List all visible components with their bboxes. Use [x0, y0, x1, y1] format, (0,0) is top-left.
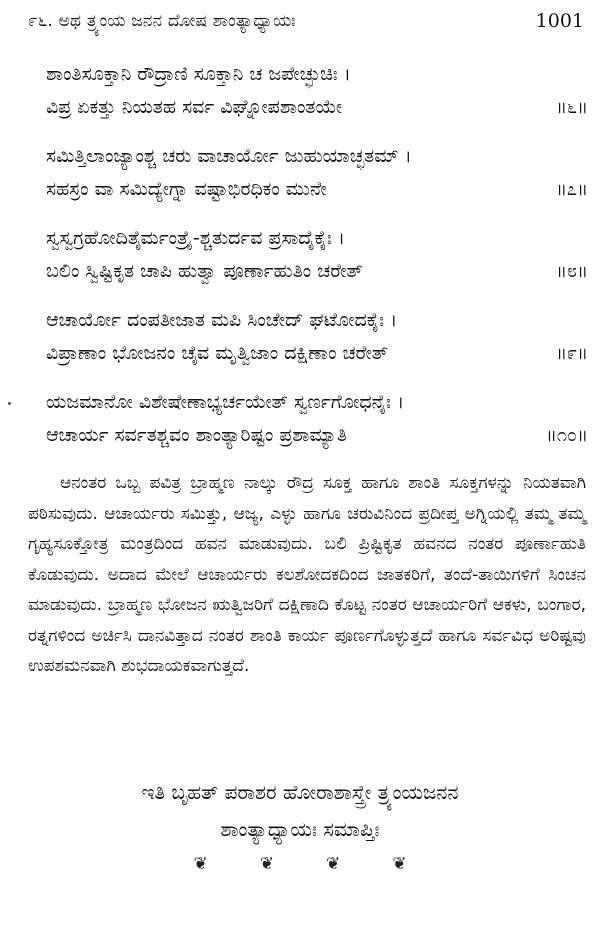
- sanskrit-verses: [46, 58, 590, 468]
- verse-number: ॥೬॥: [555, 97, 588, 118]
- verse-line: ವಿಪ್ರಾಣಾಂ ಭೋಜನಂ ಚೈವ ಮೃತ್ವಿಜಾಂ ದಕ್ಷಿಣಾಂ ಚರೇತ್: [46, 342, 389, 364]
- ornament-row: [0, 854, 600, 874]
- verse-line: ಆಚಾರ್ಯೋ ದಂಪತೀಜಾತ ಮಪಿ ಸಿಂಚೇದ್ ಘಟೋದಕೈಃ ।: [46, 309, 398, 331]
- verse-line: ವಿಪ್ರ ಏಕತ್ತು ನಿಯತಹ ಸರ್ವ ವಿಘ್ನೋಪಶಾಂತಯೇ: [46, 96, 343, 118]
- page-number: 1001: [535, 10, 584, 32]
- verse-9: [46, 304, 590, 370]
- verse-line: ಸ್ವಸ್ವಗ್ರಹೋದಿತೈರ್ಮಂತ್ರೈ-ಶ್ಚತುರ್ದವ ಪ್ರಸಾದೈಕೈಃ ।: [46, 227, 346, 249]
- commentary-paragraph: ಆನಂತರ ಒಬ್ಬ ಪವಿತ್ರ ಬ್ರಾಹ್ಮಣ ನಾಲ್ಕು ರೌದ್ರ ಸೂಕ್ತ ಹಾಗೂ ಶಾಂತಿ ಸೂಕ್ತಗಳನ್ನು ನಿಯತವಾಗಿ ಪಠಿಸುವುದು. ಆಚಾರ್ಯರು ಸಮಿತ್ತು, ಆಜ್ಯ, ಎಳ್ಳು ಹಾಗೂ ಚರುವಿನಿಂದ ಪ್ರದೀಪ್ತ ಅಗ್ನಿಯಲ್ಲಿ ತಮ್ಮ ತಮ್ಮ ಗೃಹ್ಯಸೂಕ್ತೋತ್ರ ಮಂತ್ರದಿಂದ ಹವನ ಮಾಡುವುದು. ಬಲಿ ಪ್ರಿಷ್ಟಿಕೃತ ಹವನದ ನಂತರ ಪೂರ್ಣಾಹುತಿ ಕೊಡುವುದು. ಅದಾದ ಮೇಲೆ ಆಚಾರ್ಯರು ಕಲಶೋದಕದಿಂದ ಜಾತಕರಿಗೆ, ತಂದೆ-ತಾಯಿಗಳಿಗೆ ಸಿಂಚನ ಮಾಡುವುದು. ಬ್ರಾಹ್ಮಣ ಭೋಜನ ಋತ್ವಿಜರಿಗೆ ದಕ್ಷಿಣಾದಿ ಕೊಟ್ಟ ನಂತರ ಆಚಾರ್ಯರಿಗೆ ಆಕಳು, ಬಂಗಾರ, ರತ್ನಗಳಿಂದ ಅರ್ಚಿಸಿ ದಾನವಿತ್ತಾದ ನಂತರ ಶಾಂತಿ ಕಾರ್ಯ ಪೂರ್ಣಗೊಳ್ಳುತ್ತದೆ ಹಾಗೂ ಸರ್ವವಿಧ ಅರಿಷ್ಟವು ಉಪಶಮನವಾಗಿ ಶುಭದಾಯಕವಾಗುತ್ತದೆ.: [28, 473, 586, 676]
- verse-line: ಸಮಿತ್ತಿಲಾಂಜ್ಯಾಂಶ್ಚ ಚರು ವಾಚಾರ್ಯೋ ಜುಹುಯಾಚ್ಛತಮ್ ।: [46, 145, 412, 167]
- running-header: [28, 4, 584, 38]
- kannada-commentary: [28, 468, 586, 682]
- verse-8: [46, 222, 590, 288]
- lotus-ornament-icon: ❦: [259, 854, 274, 874]
- verse-line: ಯಜಮಾನೋ ವಿಶೇಷೇಣಾಭ್ಯರ್ಚಯೇತ್ ಸ್ವರ್ಣಗೋಧನೈಃ ।: [46, 391, 405, 413]
- colophon-line: ಶಾಂತ್ಯಾಧ್ಯಾಯಃ ಸಮಾಪ್ತಿಃ: [220, 817, 380, 841]
- verse-line: ಸಹಸ್ರಂ ವಾ ಸಮಿದ್ಯೇಗ್ನಾ ವಷ್ಟಾಭಿರಧಿಕಂ ಮುನೇ: [46, 178, 327, 200]
- verse-number: ॥೧೦॥: [545, 425, 588, 446]
- lotus-ornament-icon: ❦: [326, 854, 341, 874]
- verse-10: [46, 386, 590, 452]
- print-speck: [8, 402, 11, 405]
- verse-number: ॥೮॥: [555, 261, 588, 282]
- verse-line: ಆಚಾರ್ಯ ಸರ್ವತಶ್ಚವಂ ಶಾಂತ್ಯಾರಿಷ್ಟಂ ಪ್ರಶಾಮ್ಯಾತಿ: [46, 424, 347, 446]
- verse-number: ॥೭॥: [555, 179, 588, 200]
- verse-6: [46, 58, 590, 124]
- verse-line: ಶಾಂತಿಸೂಕ್ತಾನಿ ರೌದ್ರಾಣಿ ಸೂಕ್ತಾನಿ ಚ ಜಪೇಚ್ಛುಚಿಃ ।: [46, 63, 351, 85]
- lotus-ornament-icon: ❦: [193, 854, 208, 874]
- verse-line: ಬಲಿಂ ಸ್ವಿಷ್ಟಿಕೃತ ಚಾಪಿ ಹುತ್ವಾ ಪೂರ್ಣಾಹುತಿಂ ಚರೇತ್: [46, 260, 363, 282]
- verse-number: ॥೯॥: [555, 343, 588, 364]
- chapter-heading: ೯೬. ಅಥ ತ್ರ್ಯಂಯ ಜನನ ದೋಷ ಶಾಂತ್ಯಾಧ್ಯಾಯಃ: [28, 11, 296, 31]
- lotus-ornament-icon: ❦: [392, 854, 407, 874]
- colophon-line: ಇತಿ ಬೃಹತ್ ಪರಾಶರ ಹೋರಾಶಾಸ್ತ್ರೇ ತ್ರ್ಯಂಯಜನನ: [141, 780, 459, 804]
- verse-7: [46, 140, 590, 206]
- chapter-colophon: [0, 774, 600, 848]
